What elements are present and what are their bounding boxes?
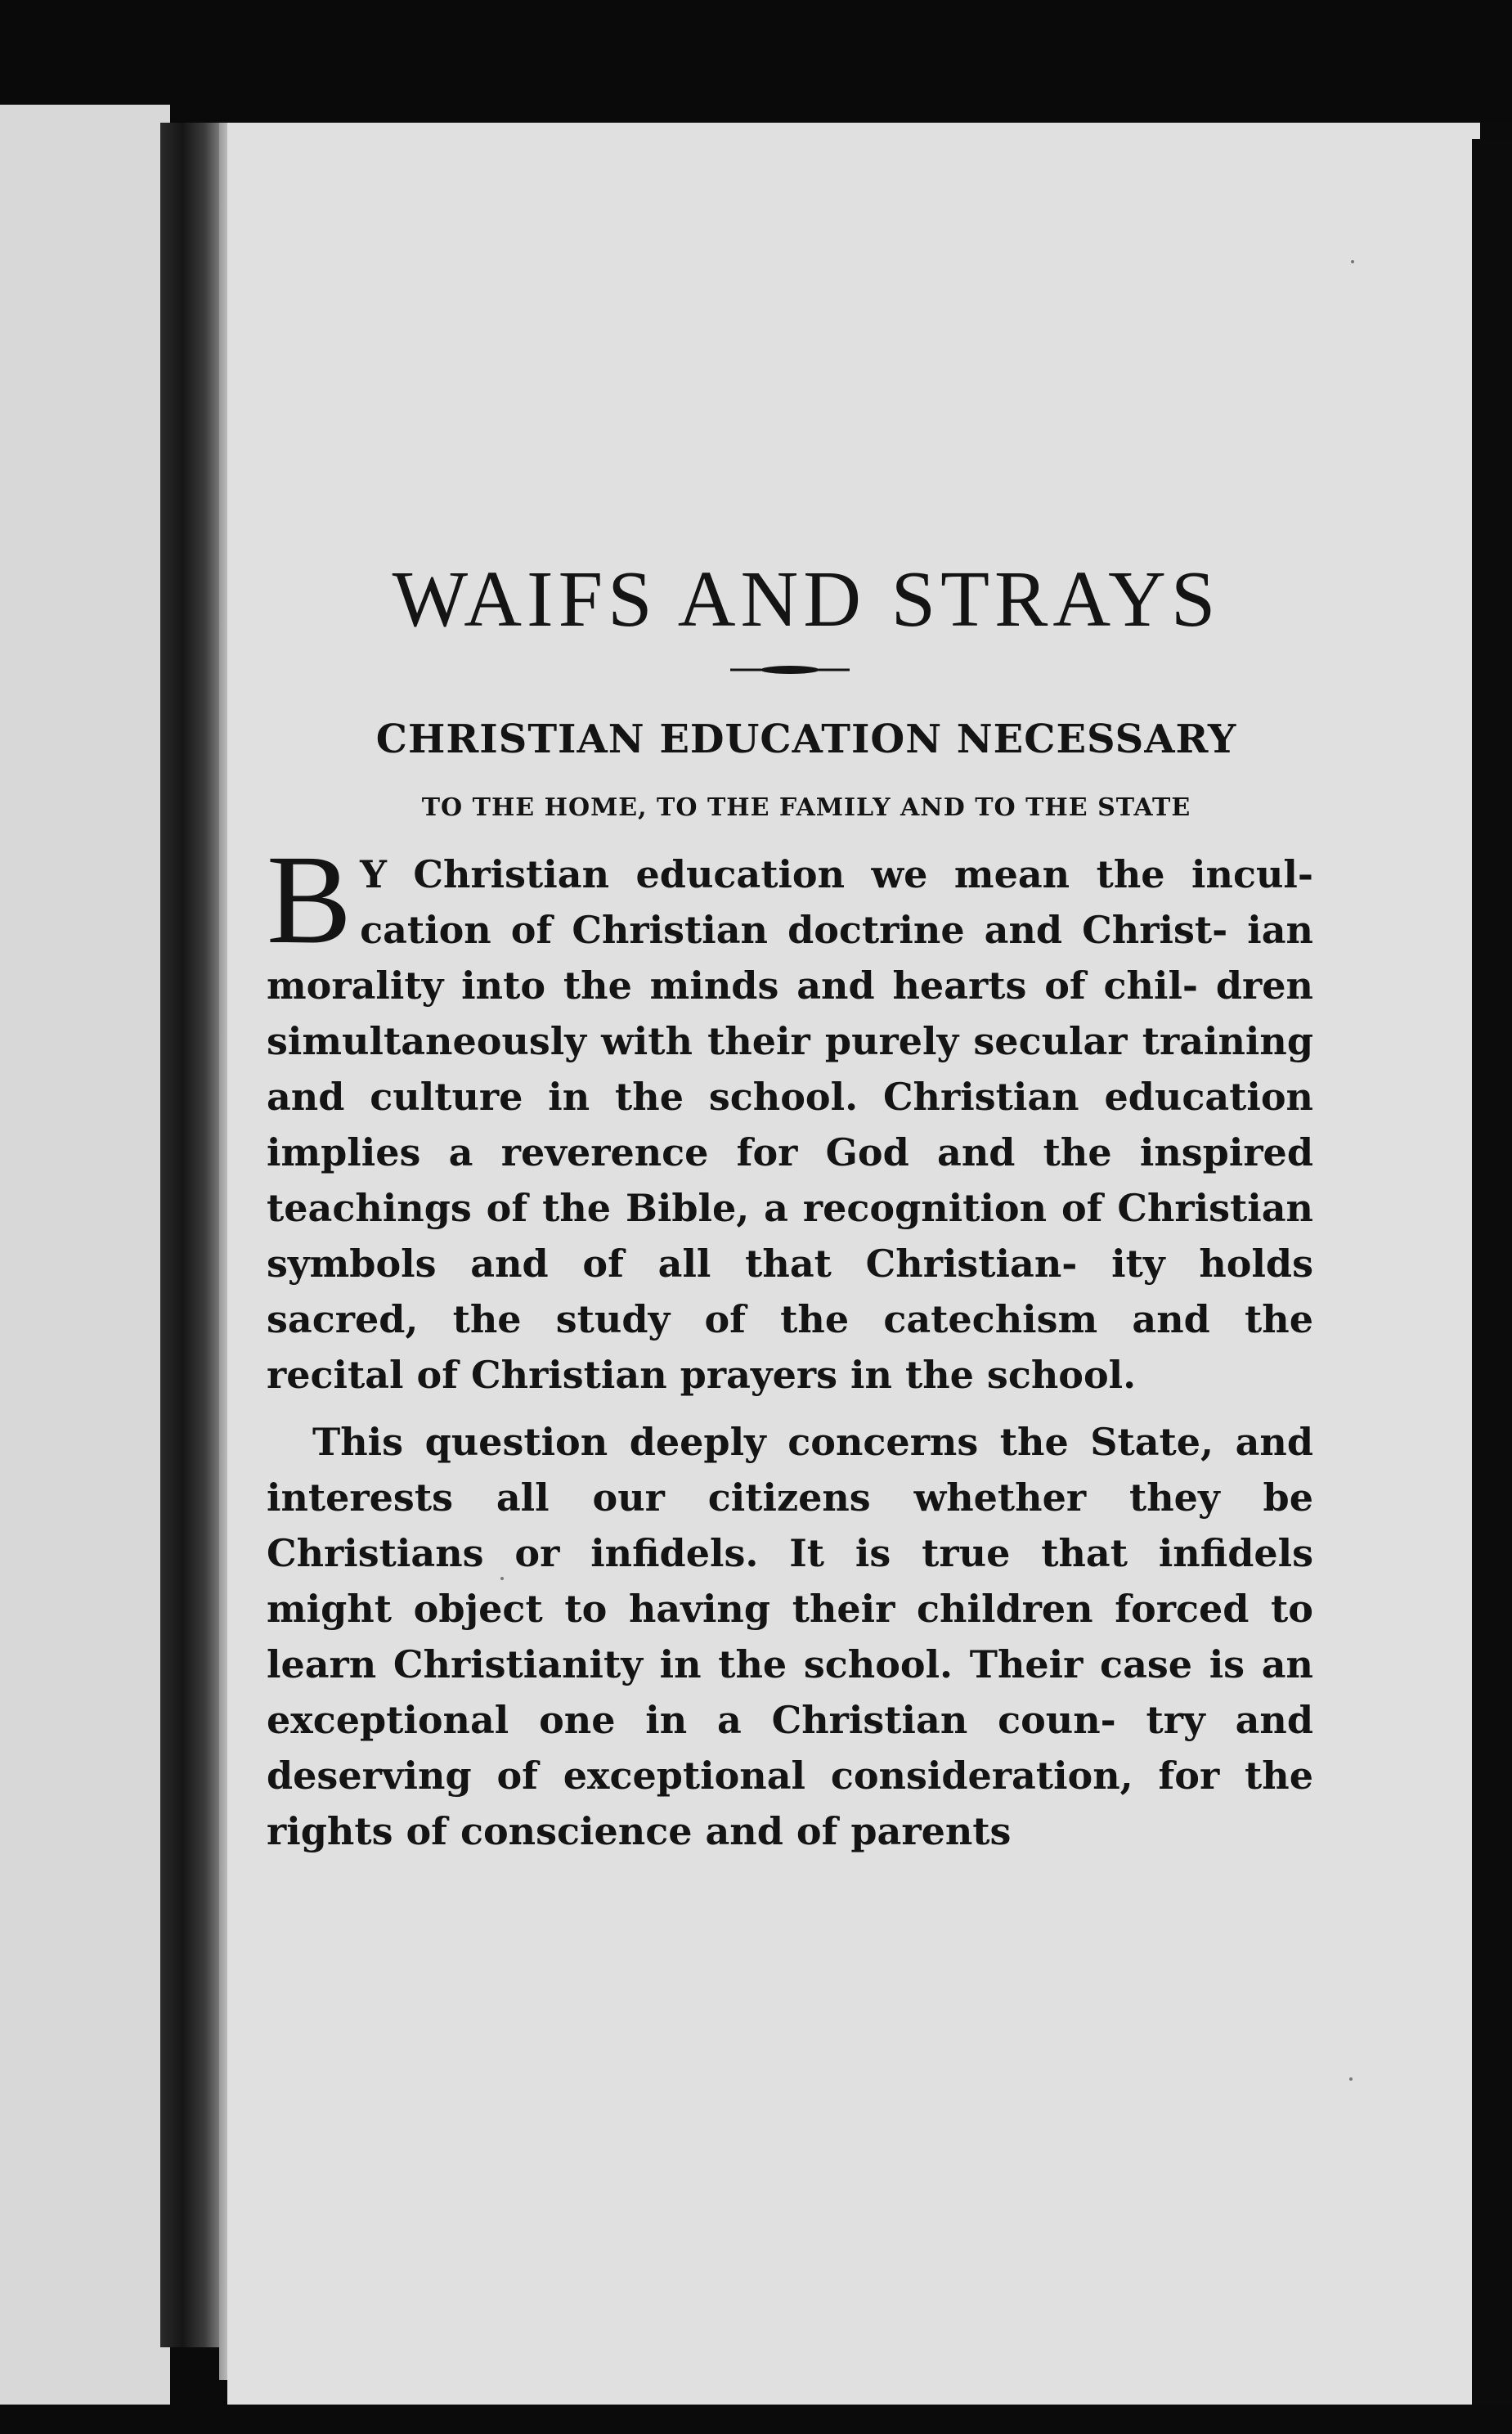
scan-top-border (0, 0, 1512, 123)
paragraph-1-text: Y Christian education we mean the incul- cation of Christian doctrine and Christ- ian morality into the minds and hearts of chil- dren simultaneously with their purely secular training and culture in the school. Christian education implies a reverence for God and the inspired teachings of the Bible, a recognition of Christian symbols and of all that Christian- ity holds sacred, the study of the catechism and the recital of Christian prayers in the school. (267, 851, 1313, 1397)
section-heading: CHRISTIAN EDUCATION NECESSARY (375, 716, 1237, 762)
book-gutter-shadow (160, 123, 224, 2347)
title-ornament (729, 661, 851, 679)
page-title: WAIFS AND STRAYS (392, 555, 1221, 644)
scan-right-border (1472, 139, 1512, 2434)
paragraph-2 (267, 1414, 1313, 1859)
facing-page (0, 105, 170, 2411)
paper-speck (1349, 2077, 1353, 2081)
paragraph-2-text: This question deeply concerns the State, and interests all our citizens whether they be Christians or infidels. It is true that infidels might object to having their children forced to learn Christianity in the school. Their case is an exceptional one in a Christian coun- try and deserving of exceptional consideration, for the rights of conscience and of parents (267, 1419, 1313, 1853)
page-text (267, 556, 1313, 1859)
paragraph-1 (267, 828, 1313, 1403)
section-subheading: TO THE HOME, TO THE FAMILY AND TO THE STATE (421, 793, 1191, 822)
scan-bottom-border (0, 2405, 1512, 2434)
drop-cap: B (267, 828, 352, 970)
paper-speck (1351, 260, 1354, 263)
